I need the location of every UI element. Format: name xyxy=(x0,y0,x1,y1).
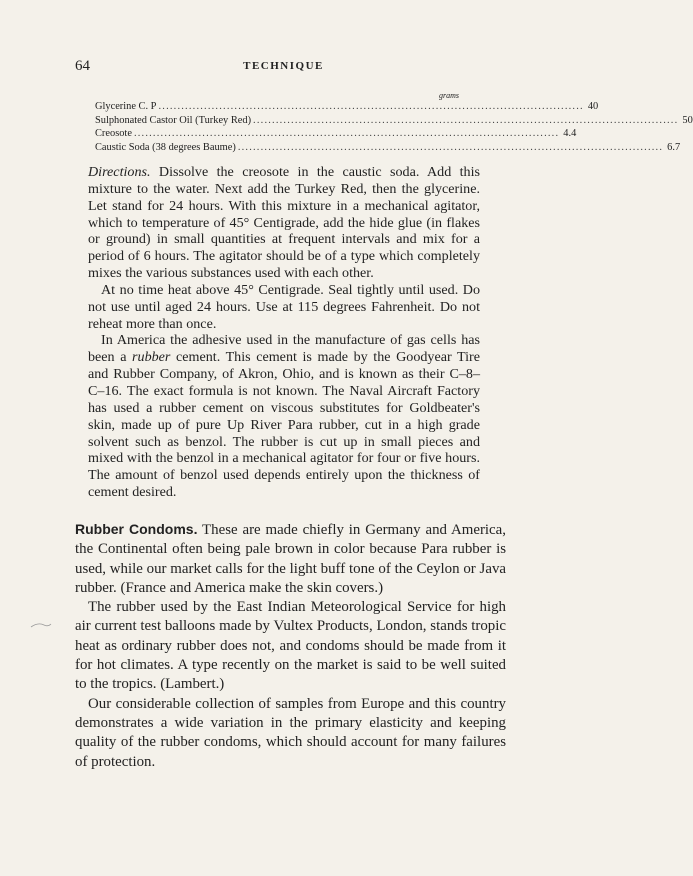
rubber-condoms-text: These are made chiefly in Germany and America, the Continental often being pale brown in color because Para rubber is used, while our market calls for the light buff tone of the Ceylon or Java rubber. (France and America make the skin covers.) xyxy=(75,522,506,596)
paragraph-3 xyxy=(88,332,480,500)
recipe-row xyxy=(95,128,577,142)
paragraph-2: At no time heat above 45° Centigrade. Seal tightly until used. Do not use until aged 24 hours. Use at 115 degrees Fahrenheit. Do not reheat more than once. xyxy=(88,281,480,332)
paragraph-3-text-before: In America the adhesive used in the manufacture of gas cells has been a xyxy=(88,332,480,366)
paragraph-3-text-after: cement. This cement is made by the Goodyear Tire and Rubber Company, of Akron, Ohio, and is known as their C–8–C–16. The exact formula is not known. The Naval Aircraft Factory has used a rubber cement on viscous substitutes for Goldbeater's skin, made up of pure Up River Para rubber, cut in a high grade solvent such as benzol. The rubber is cut up in small pieces and mixed with the benzol in a mechanical agitator for four or five hours. The amount of benzol used depends entirely upon the thickness of cement desired. xyxy=(88,349,480,501)
recipe-row xyxy=(95,114,693,129)
recipe-row xyxy=(95,142,681,156)
page-number: 64 xyxy=(75,58,90,74)
rubber-condoms-section xyxy=(75,520,506,772)
recipe-table xyxy=(95,91,693,156)
running-title: TECHNIQUE xyxy=(243,60,324,72)
ingredient-qty: 50 xyxy=(682,114,693,126)
unit-heading: grams xyxy=(438,91,459,100)
directions-lead: Directions. xyxy=(88,164,151,180)
section-heading: Rubber Condoms. xyxy=(75,521,198,537)
recipe-row xyxy=(95,101,599,115)
ingredient-qty: 4.4 xyxy=(563,128,577,140)
ingredient-name: Creosote xyxy=(95,128,132,140)
ingredient-name: Glycerine C. P xyxy=(95,101,157,112)
leader-dots: ................................................................................................................ xyxy=(237,142,664,154)
paragraph-5: The rubber used by the East Indian Meteorological Service for high air current test balloons made by Vultex Products, London, stands tropic heat as ordinary rubber does not, and condoms should be made from it for hot climates. A type recently on the market is said to be well suited to the tropics. (Lambert.) xyxy=(75,599,506,693)
ingredient-qty: 40 xyxy=(587,101,599,112)
paragraph-3-italic-word: rubber xyxy=(132,349,171,366)
ingredient-qty: 6.7 xyxy=(667,142,681,154)
leader-dots: ................................................................................................................ xyxy=(253,114,679,126)
margin-pencil-mark xyxy=(30,620,52,630)
leader-dots: ................................................................................................................ xyxy=(133,128,560,140)
running-head xyxy=(75,58,492,76)
adhesive-section xyxy=(88,164,480,501)
directions-text: Dissolve the creosote in the caustic soda. Add this mixture to the water. Next add the Turkey Red, then the glycerine. Let stand for 24 hours. With this mixture in a mechanical agitator, which to temperature of 45° Centigrade, add the hide glue (in flakes or ground) in small quantities at frequent intervals and mix for a period of 6 hours. The agitator should be of a type which completely mixes the various substances used with each other. xyxy=(88,164,480,282)
ingredient-name: Sulphonated Castor Oil (Turkey Red) xyxy=(95,114,252,126)
rubber-condoms-paragraph xyxy=(75,520,506,598)
directions-paragraph xyxy=(88,164,480,282)
ingredient-name: Caustic Soda (38 degrees Baume) xyxy=(95,142,236,154)
paragraph-6: Our considerable collection of samples from Europe and this country demonstrates a wide variation in the primary elasticity and keeping quality of the rubber condoms, which should account for many failures of protection. xyxy=(75,695,506,770)
leader-dots: ................................................................................................................ xyxy=(158,101,584,112)
